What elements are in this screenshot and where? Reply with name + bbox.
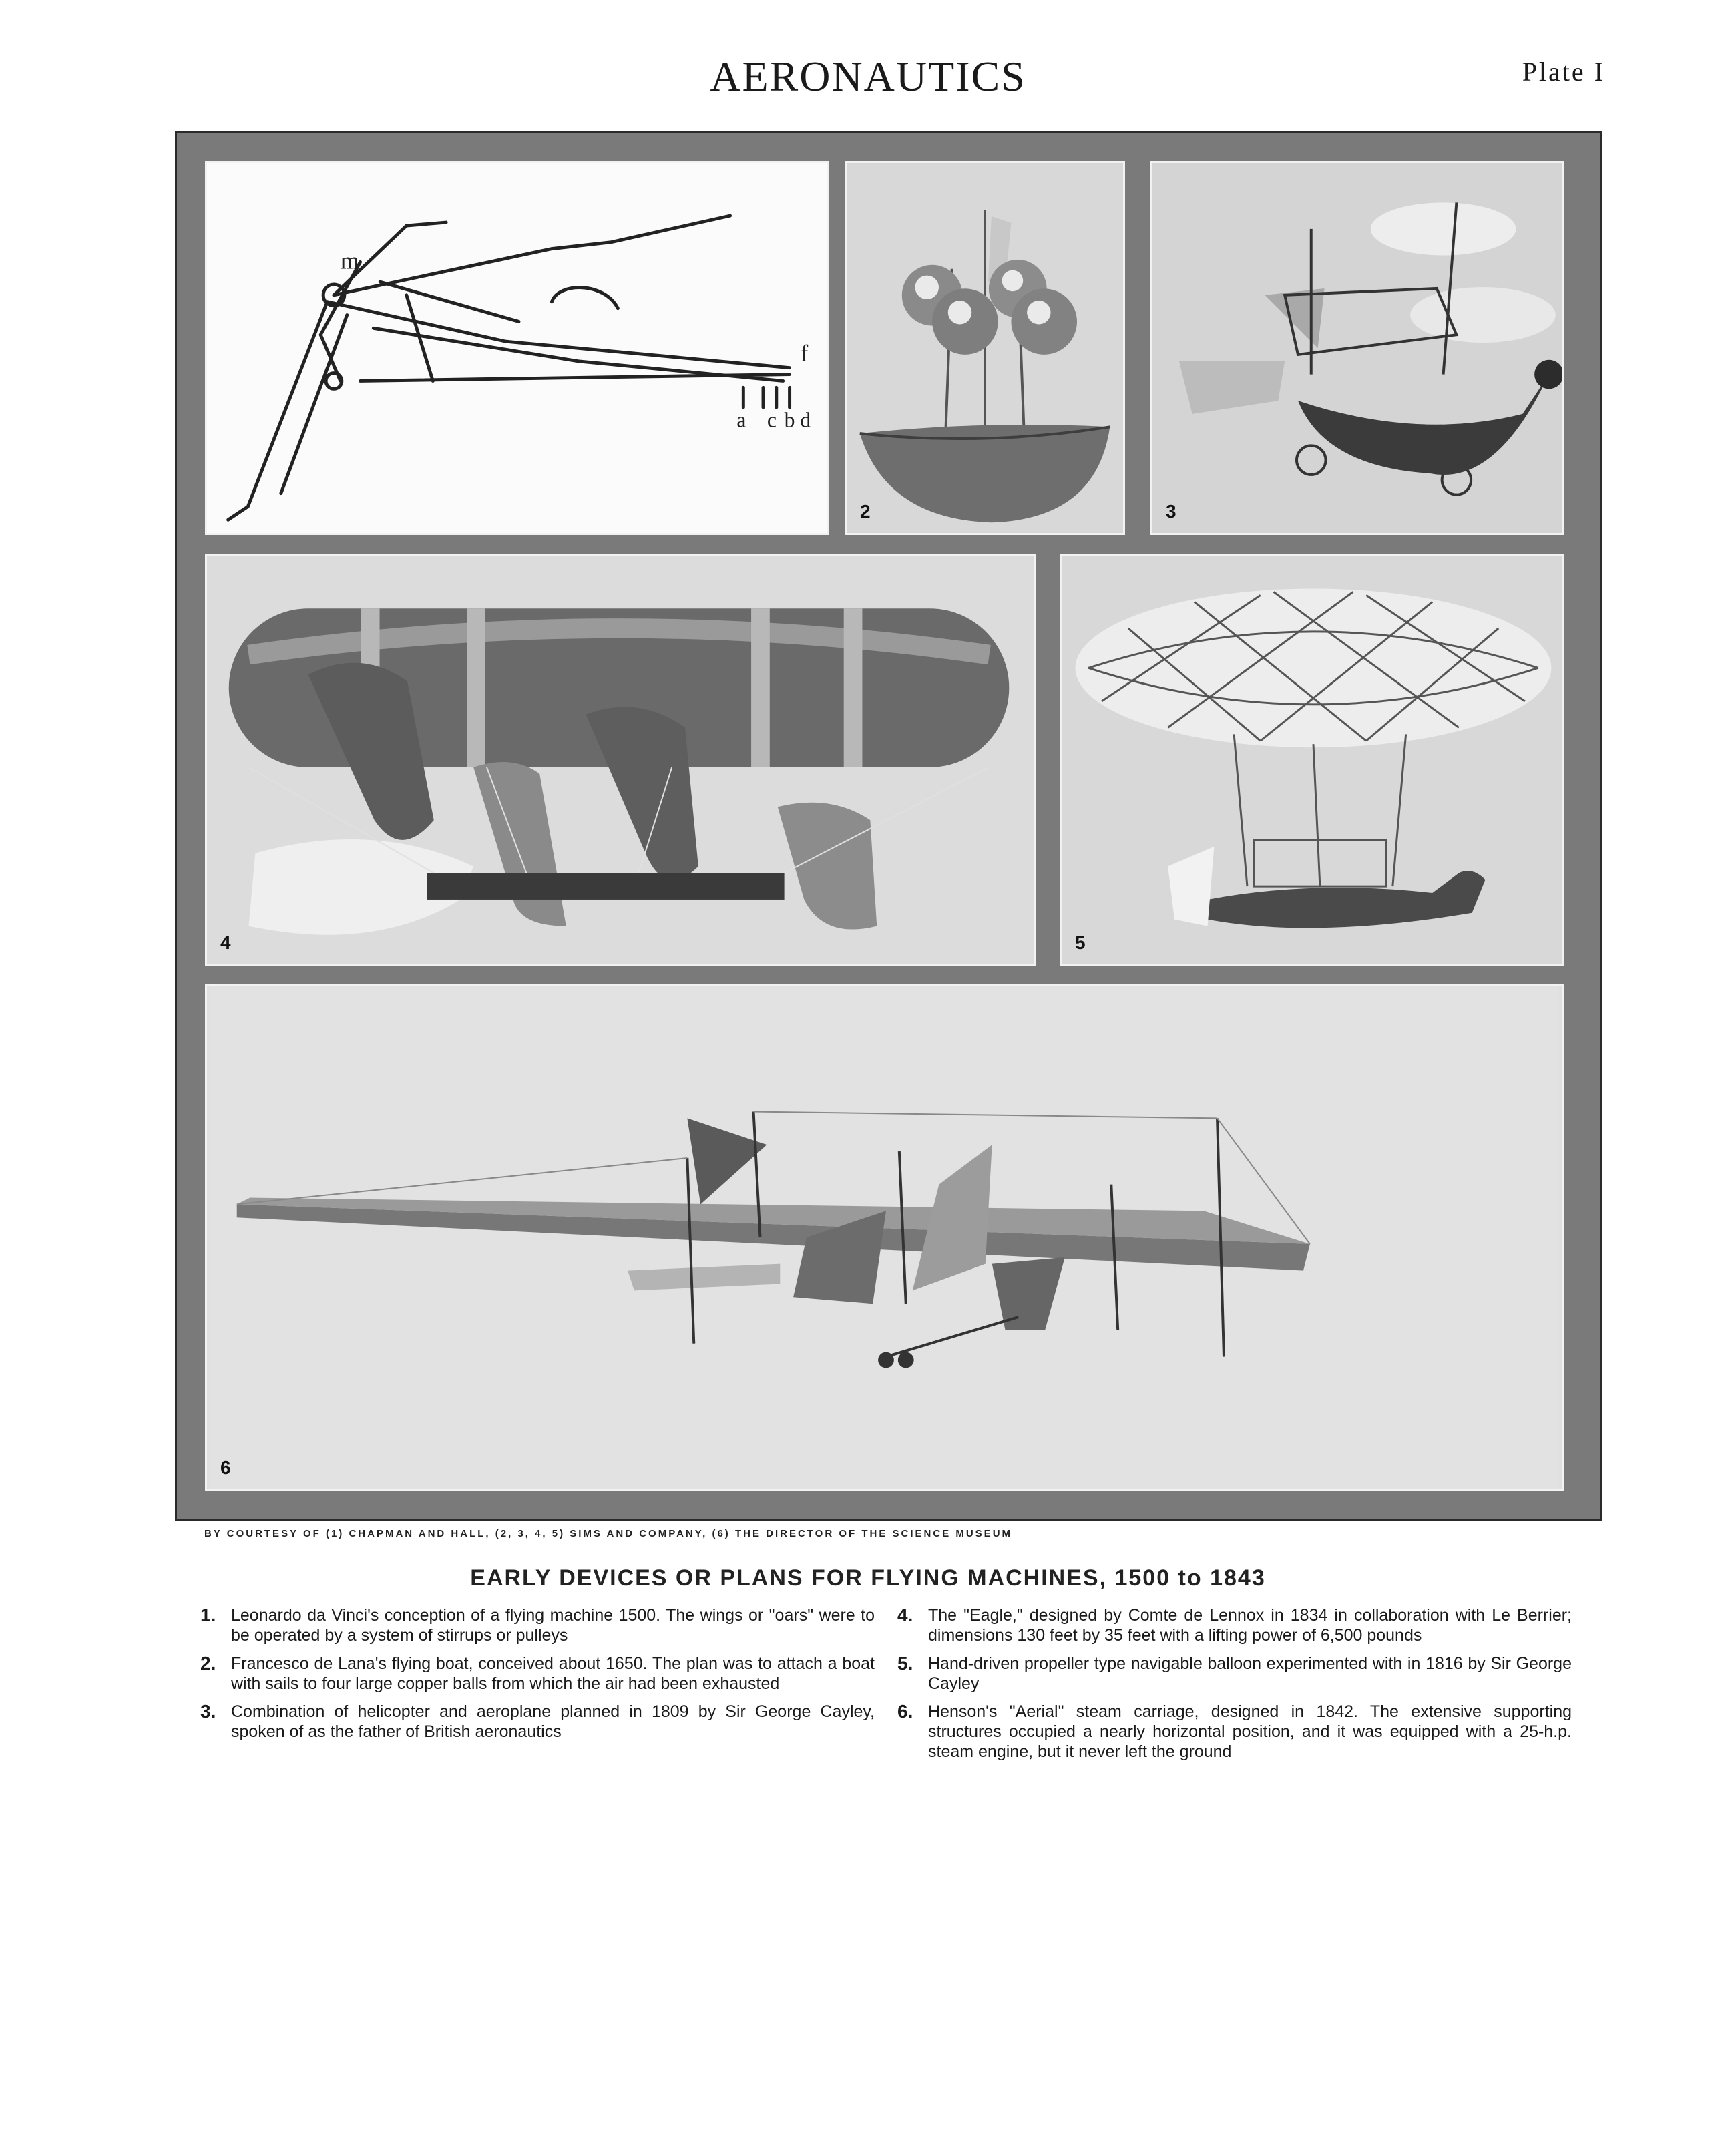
figure-1-label-a: a: [736, 408, 746, 432]
plate-label: Plate I: [1522, 57, 1605, 87]
figure-5-panel: [1060, 554, 1564, 966]
caption-column-left: [200, 1605, 875, 1750]
caption-number: 4.: [897, 1605, 913, 1625]
figure-1-label-d: d: [800, 408, 811, 432]
photo-credit: BY COURTESY OF (1) CHAPMAN AND HALL, (2, 3, 4, 5) SIMS AND COMPANY, (6) THE DIRECTOR OF THE SCIENCE MUSEUM: [204, 1528, 1013, 1539]
caption-text: Leonardo da Vinci's conception of a flying machine 1500. The wings or "oars" were to be operated by a system of stirrups or pulleys: [231, 1606, 875, 1645]
figure-1-label-m: m: [340, 247, 359, 274]
caption-column-right: [897, 1605, 1572, 1770]
figure-4-number: 4: [220, 932, 231, 953]
figure-5-photo: [1062, 556, 1562, 964]
caption-text: Hand-driven propeller type navigable balloon experimented with in 1816 by Sir George Cayley: [928, 1654, 1572, 1693]
caption-item: [897, 1653, 1572, 1694]
caption-number: 2.: [200, 1653, 216, 1674]
figure-2-panel: [845, 161, 1125, 535]
figure-4-panel: [205, 554, 1036, 966]
caption-text: Combination of helicopter and aeroplane planned in 1809 by Sir George Cayley, spoken of as the father of British aeronautics: [231, 1702, 875, 1741]
figure-6-panel: [205, 984, 1564, 1491]
caption-item: [200, 1702, 875, 1742]
figure-5-number: 5: [1075, 932, 1086, 953]
figure-1-label-b: b: [784, 408, 795, 432]
caption-number: 1.: [200, 1605, 216, 1625]
caption-number: 3.: [200, 1701, 216, 1722]
figure-3-panel: [1150, 161, 1564, 535]
caption-number: 5.: [897, 1653, 913, 1674]
caption-number: 6.: [897, 1701, 913, 1722]
figure-2-number: 2: [860, 501, 871, 522]
figure-1-label-c: c: [767, 408, 777, 432]
figure-2-photo: [847, 163, 1123, 533]
plate-frame: [175, 131, 1602, 1521]
figure-3-number: 3: [1166, 501, 1176, 522]
caption-item: [200, 1653, 875, 1694]
figure-6-photo: [207, 986, 1562, 1489]
caption-item: [897, 1605, 1572, 1645]
caption-text: Francesco de Lana's flying boat, conceived about 1650. The plan was to attach a boat with sails to four large copper balls from which the air had been exhausted: [231, 1654, 875, 1693]
figure-1-drawing: [207, 163, 827, 533]
caption-item: [200, 1605, 875, 1645]
caption-heading: EARLY DEVICES OR PLANS FOR FLYING MACHINES, 1500 to 1843: [470, 1565, 1266, 1591]
figure-4-photo: [207, 556, 1034, 964]
figure-3-photo: [1152, 163, 1562, 533]
figure-1-panel: [205, 161, 829, 535]
page-title: AERONAUTICS: [710, 53, 1026, 100]
figure-1-label-f: f: [800, 339, 809, 367]
figure-6-number: 6: [220, 1457, 231, 1478]
caption-text: Henson's "Aerial" steam carriage, designed in 1842. The extensive supporting structures occupied a nearly horizontal position, and it was equipped with a 25-h.p. steam engine, but it never left the ground: [928, 1702, 1572, 1761]
caption-item: [897, 1702, 1572, 1762]
caption-text: The "Eagle," designed by Comte de Lennox in 1834 in collaboration with Le Berrier; dimensions 130 feet by 35 feet with a lifting power of 6,500 pounds: [928, 1606, 1572, 1645]
